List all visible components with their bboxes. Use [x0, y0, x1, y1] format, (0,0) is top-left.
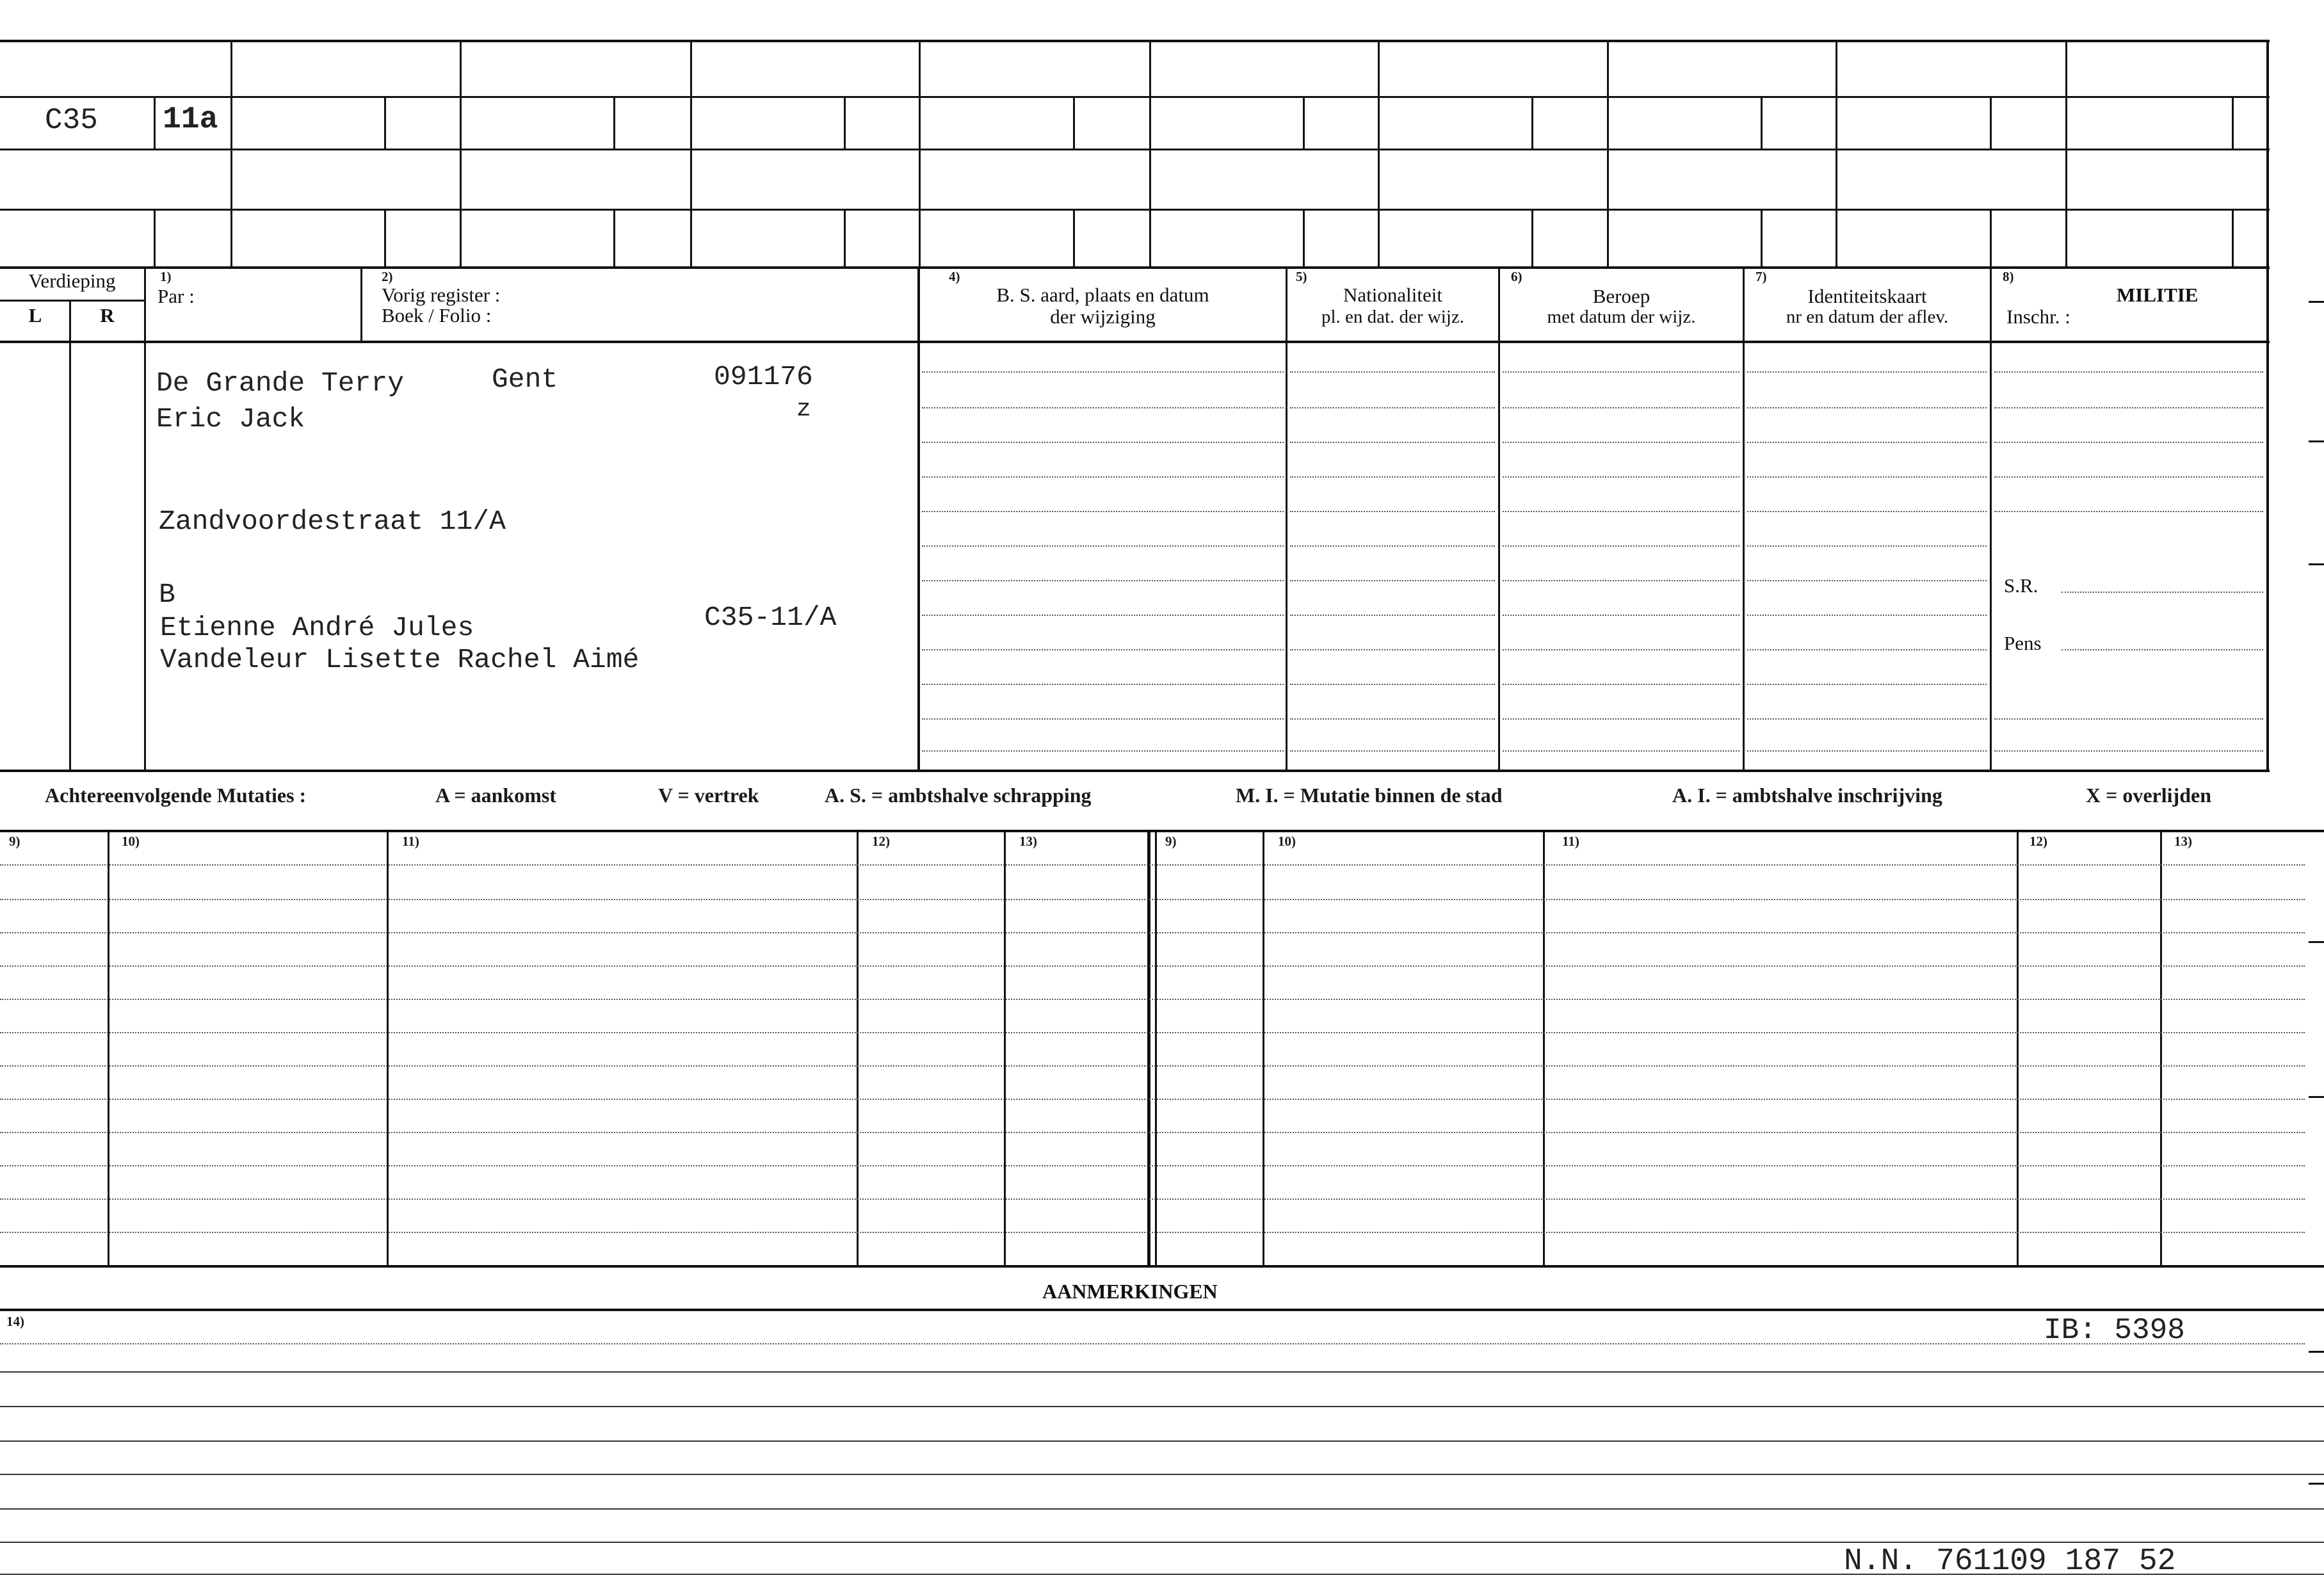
verdieping-label: Verdieping — [28, 270, 116, 292]
col-r-label: R — [100, 304, 115, 327]
col-l-label: L — [28, 304, 42, 327]
ib-number: IB: 5398 — [2044, 1314, 2185, 1347]
beroep-header-line1: Beroep — [1592, 285, 1650, 307]
code-c35: C35 — [45, 104, 98, 137]
identiteitskaart-header-line1: Identiteitskaart — [1807, 285, 1927, 307]
legend-aankomst: A = aankomst — [435, 784, 556, 807]
remarks-num: 14) — [6, 1314, 24, 1329]
legend-title: Achtereenvolgende Mutaties : — [45, 784, 307, 807]
nationaliteit-header-line2: pl. en dat. der wijz. — [1321, 307, 1465, 327]
person-name: De Grande Terry — [156, 367, 405, 399]
header-num-6: 6) — [1511, 269, 1522, 284]
inschr-label: Inschr. : — [2006, 305, 2070, 328]
address: Zandvoordestraat 11/A — [159, 506, 506, 537]
legend-ambtshalve-inschrijving: A. I. = ambtshalve inschrijving — [1672, 784, 1942, 807]
header-num-5: 5) — [1296, 269, 1307, 284]
birth-place: Gent — [492, 364, 558, 395]
mut-num-left-13: 13) — [1019, 834, 1037, 849]
vorig-register-label: Vorig register : — [382, 284, 501, 306]
mut-num-right-10: 10) — [1278, 834, 1296, 849]
person-name-line2: Eric Jack — [156, 403, 305, 435]
birth-date: 091176 — [714, 361, 813, 392]
par-label: Par : — [157, 285, 195, 307]
mut-num-right-11: 11) — [1562, 834, 1579, 849]
mut-num-right-13: 13) — [2174, 834, 2192, 849]
mut-num-left-11: 11) — [402, 834, 419, 849]
code-11a: 11a — [163, 102, 218, 137]
militie-header: MILITIE — [2117, 284, 2199, 306]
legend-mutatie-binnen-stad: M. I. = Mutatie binnen de stad — [1236, 784, 1503, 807]
household-ref: C35-11/A — [704, 602, 837, 633]
header-num-8: 8) — [2003, 269, 2014, 284]
header-num-4: 4) — [949, 269, 960, 284]
mut-num-left-9: 9) — [9, 834, 20, 849]
bs-header-line2: der wijziging — [1050, 305, 1156, 328]
remarks-title: AANMERKINGEN — [1042, 1280, 1218, 1303]
mut-num-right-12: 12) — [2029, 834, 2047, 849]
legend-vertrek: V = vertrek — [658, 784, 759, 807]
identiteitskaart-header-line2: nr en datum der aflev. — [1786, 307, 1949, 327]
boek-folio-label: Boek / Folio : — [382, 304, 492, 327]
legend-overlijden: X = overlijden — [2086, 784, 2211, 807]
header-num-2: 2) — [382, 269, 393, 284]
mother-name: Vandeleur Lisette Rachel Aimé — [160, 644, 640, 675]
pens-label: Pens — [2004, 632, 2042, 654]
person-mark: z — [796, 396, 811, 423]
parents-marker: B — [159, 579, 175, 610]
father-name: Etienne André Jules — [160, 612, 474, 643]
nationaliteit-header-line1: Nationaliteit — [1343, 284, 1442, 306]
header-num-1: 1) — [160, 269, 172, 284]
sr-label: S.R. — [2004, 574, 2038, 597]
national-number: N.N. 761109 187 52 — [1844, 1544, 2176, 1579]
mut-num-right-9: 9) — [1165, 834, 1177, 849]
bs-header-line1: B. S. aard, plaats en datum — [996, 284, 1209, 306]
legend-ambtshalve-schrapping: A. S. = ambtshalve schrapping — [825, 784, 1092, 807]
header-num-7: 7) — [1755, 269, 1767, 284]
beroep-header-line2: met datum der wijz. — [1547, 307, 1696, 327]
mut-num-left-12: 12) — [872, 834, 890, 849]
mut-num-left-10: 10) — [122, 834, 140, 849]
